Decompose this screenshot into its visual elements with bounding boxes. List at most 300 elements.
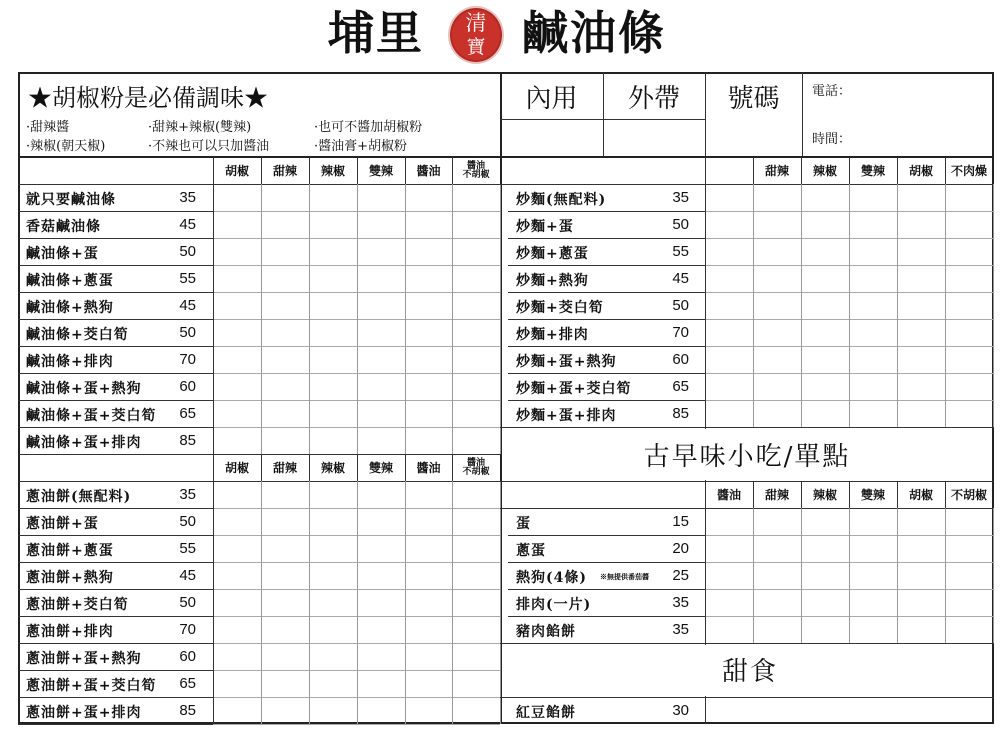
pancake-option-cell[interactable] <box>310 563 356 588</box>
noodle-option-cell[interactable] <box>850 347 896 372</box>
pancake-option-cell[interactable] <box>262 509 308 534</box>
noodle-option-cell[interactable] <box>754 185 800 210</box>
snack-option-cell[interactable] <box>802 536 848 561</box>
youtiao-item-price: 35 <box>179 189 196 206</box>
column-header-soy-no-pepper <box>452 454 500 481</box>
noodle-option-cell[interactable] <box>850 185 896 210</box>
divider <box>452 184 453 454</box>
pancake-option-cell[interactable] <box>453 590 499 615</box>
youtiao-item-price: 55 <box>179 270 196 287</box>
snack-option-cell[interactable] <box>850 563 896 588</box>
snack-option-cell[interactable] <box>802 617 848 642</box>
youtiao-option-cell[interactable] <box>358 401 404 426</box>
snack-option-cell[interactable] <box>850 536 896 561</box>
pancake-option-cell[interactable] <box>358 698 404 723</box>
noodle-option-cell[interactable] <box>802 266 848 291</box>
pancake-option-cell[interactable] <box>310 644 356 669</box>
pancake-option-cell[interactable] <box>406 536 451 561</box>
pancake-option-cell[interactable] <box>358 590 404 615</box>
youtiao-option-cell[interactable] <box>214 239 260 264</box>
youtiao-option-cell[interactable] <box>358 347 404 372</box>
snack-option-cell[interactable] <box>898 590 944 615</box>
youtiao-item-name: 鹹油條+熱狗 <box>26 300 114 316</box>
noodle-option-cell[interactable] <box>706 185 752 210</box>
pancake-option-cell[interactable] <box>214 563 260 588</box>
column-header-line: 醬油 <box>466 160 485 171</box>
time-label: 時間： <box>812 132 852 147</box>
snack-option-cell[interactable] <box>706 590 752 615</box>
youtiao-option-cell[interactable] <box>262 266 308 291</box>
column-header-chili: 辣椒 <box>320 461 345 475</box>
noodle-option-cell[interactable] <box>802 347 848 372</box>
youtiao-option-cell[interactable] <box>310 428 356 453</box>
pancake-item-price: 85 <box>179 702 196 719</box>
item-note: ※無提供番茄醬 <box>600 572 649 581</box>
shop-name-puli: 埔里 <box>328 6 424 60</box>
pancake-option-cell[interactable] <box>262 617 308 642</box>
youtiao-option-cell[interactable] <box>406 428 451 453</box>
noodle-option-cell[interactable] <box>754 266 800 291</box>
noodle-option-cell[interactable] <box>898 212 944 237</box>
pancake-option-cell[interactable] <box>406 563 451 588</box>
youtiao-option-cell[interactable] <box>453 401 499 426</box>
youtiao-option-cell[interactable] <box>358 374 404 399</box>
snack-option-cell[interactable] <box>754 536 800 561</box>
pancake-option-cell[interactable] <box>358 563 404 588</box>
pancake-option-cell[interactable] <box>214 482 260 507</box>
youtiao-option-cell[interactable] <box>406 320 451 345</box>
noodle-item-name: 炒麵+茭白筍 <box>516 300 604 316</box>
youtiao-option-cell[interactable] <box>214 347 260 372</box>
pancake-option-cell[interactable] <box>214 590 260 615</box>
time-field[interactable] <box>860 124 988 146</box>
notes-headline: ★胡椒粉是必備調味★ <box>28 84 268 112</box>
noodle-option-cell[interactable] <box>754 293 800 318</box>
youtiao-option-cell[interactable] <box>310 266 356 291</box>
divider <box>945 508 946 643</box>
youtiao-option-cell[interactable] <box>262 293 308 318</box>
order-number-label: 號碼 <box>727 83 780 114</box>
snack-item-price: 35 <box>672 594 689 611</box>
snack-option-cell[interactable] <box>706 563 752 588</box>
noodle-item-price: 50 <box>672 216 689 233</box>
pancake-option-cell[interactable] <box>262 536 308 561</box>
youtiao-option-cell[interactable] <box>406 293 451 318</box>
phone-field[interactable] <box>860 78 988 100</box>
column-header-double-chili: 雙辣 <box>860 488 885 502</box>
noodle-option-cell[interactable] <box>898 374 944 399</box>
pancake-option-cell[interactable] <box>358 482 404 507</box>
pancake-option-cell[interactable] <box>310 671 356 696</box>
pancake-option-cell[interactable] <box>358 671 404 696</box>
noodle-option-cell[interactable] <box>802 212 848 237</box>
pancake-option-cell[interactable] <box>262 671 308 696</box>
noodle-option-cell[interactable] <box>706 293 752 318</box>
youtiao-option-cell[interactable] <box>453 185 499 210</box>
youtiao-option-cell[interactable] <box>262 428 308 453</box>
noodle-option-cell[interactable] <box>850 320 896 345</box>
divider <box>18 292 213 293</box>
pancake-option-cell[interactable] <box>453 671 499 696</box>
divider <box>802 72 803 156</box>
divider <box>261 481 262 724</box>
noodle-option-cell[interactable] <box>850 293 896 318</box>
snack-option-cell[interactable] <box>850 590 896 615</box>
snack-option-cell[interactable] <box>898 563 944 588</box>
snack-option-cell[interactable] <box>754 590 800 615</box>
shop-name-youtiao: 鹹油條 <box>522 6 666 60</box>
snack-option-cell[interactable] <box>802 590 848 615</box>
youtiao-option-cell[interactable] <box>453 293 499 318</box>
snack-option-cell[interactable] <box>946 509 992 534</box>
snack-option-cell[interactable] <box>898 509 944 534</box>
snack-section-title: 古早味小吃/單點 <box>643 441 851 472</box>
noodle-option-cell[interactable] <box>898 185 944 210</box>
noodle-option-cell[interactable] <box>802 239 848 264</box>
pancake-option-cell[interactable] <box>406 644 451 669</box>
column-header-line: 不胡椒 <box>462 169 490 180</box>
snack-option-cell[interactable] <box>946 590 992 615</box>
pancake-option-cell[interactable] <box>406 617 451 642</box>
noodle-option-cell[interactable] <box>946 185 992 210</box>
divider <box>801 184 802 427</box>
divider <box>18 616 213 617</box>
pancake-option-cell[interactable] <box>262 563 308 588</box>
snack-option-cell[interactable] <box>754 509 800 534</box>
divider <box>993 184 994 427</box>
noodle-item-name: 炒麵+蔥蛋 <box>516 246 589 262</box>
noodle-option-cell[interactable] <box>850 239 896 264</box>
divider <box>508 535 705 536</box>
noodle-option-cell[interactable] <box>946 266 992 291</box>
noodle-option-cell[interactable] <box>946 320 992 345</box>
youtiao-item-name: 鹹油條+蛋+排肉 <box>26 435 142 451</box>
pancake-option-cell[interactable] <box>406 671 451 696</box>
column-header-soy-no-pepper <box>452 157 500 184</box>
youtiao-option-cell[interactable] <box>358 212 404 237</box>
noodle-option-cell[interactable] <box>754 239 800 264</box>
noodle-option-cell[interactable] <box>706 239 752 264</box>
pancake-option-cell[interactable] <box>406 590 451 615</box>
youtiao-item-price: 85 <box>179 432 196 449</box>
divider <box>405 481 406 724</box>
pancake-option-cell[interactable] <box>214 509 260 534</box>
column-header-chili: 辣椒 <box>812 164 837 178</box>
noodle-item-name: 炒麵+蛋+排肉 <box>516 408 617 424</box>
divider <box>357 481 358 724</box>
dine-in-checkbox[interactable] <box>500 120 603 156</box>
youtiao-option-cell[interactable] <box>262 374 308 399</box>
youtiao-item-price: 45 <box>179 216 196 233</box>
youtiao-option-cell[interactable] <box>310 185 356 210</box>
pancake-option-cell[interactable] <box>406 509 451 534</box>
snack-item-price: 20 <box>672 540 689 557</box>
pancake-item-name: 蔥油餅+蛋+茭白筍 <box>26 678 157 694</box>
snack-option-cell[interactable] <box>850 617 896 642</box>
noodle-option-cell[interactable] <box>898 266 944 291</box>
youtiao-item-name: 鹹油條+蛋 <box>26 246 99 262</box>
divider <box>801 508 802 643</box>
noodle-option-cell[interactable] <box>898 347 944 372</box>
snack-item-name: 蔥蛋 <box>516 543 546 559</box>
youtiao-option-cell[interactable] <box>358 428 404 453</box>
divider <box>945 184 946 427</box>
noodle-option-cell[interactable] <box>898 320 944 345</box>
youtiao-option-cell[interactable] <box>453 266 499 291</box>
noodle-option-cell[interactable] <box>946 401 992 426</box>
column-header-soy: 醬油 <box>716 488 741 502</box>
youtiao-option-cell[interactable] <box>406 266 451 291</box>
youtiao-option-cell[interactable] <box>406 374 451 399</box>
youtiao-option-cell[interactable] <box>406 347 451 372</box>
youtiao-option-cell[interactable] <box>453 239 499 264</box>
noodle-option-cell[interactable] <box>802 401 848 426</box>
pancake-option-cell[interactable] <box>310 617 356 642</box>
noodle-option-cell[interactable] <box>706 347 752 372</box>
pancake-option-cell[interactable] <box>358 536 404 561</box>
youtiao-option-cell[interactable] <box>214 428 260 453</box>
divider <box>18 373 213 374</box>
dessert-section-title: 甜食 <box>721 656 778 687</box>
noodle-option-cell[interactable] <box>802 293 848 318</box>
snack-option-cell[interactable] <box>898 536 944 561</box>
noodle-option-cell[interactable] <box>706 212 752 237</box>
pancake-option-cell[interactable] <box>310 482 356 507</box>
divider <box>18 400 213 401</box>
snack-option-cell[interactable] <box>946 536 992 561</box>
divider <box>18 697 213 698</box>
youtiao-option-cell[interactable] <box>310 239 356 264</box>
snack-option-cell[interactable] <box>706 617 752 642</box>
pancake-option-cell[interactable] <box>214 536 260 561</box>
pancake-option-cell[interactable] <box>453 644 499 669</box>
noodle-option-cell[interactable] <box>898 293 944 318</box>
divider <box>18 508 213 509</box>
pancake-option-cell[interactable] <box>406 482 451 507</box>
column-header-pepper: 胡椒 <box>908 488 933 502</box>
pancake-option-cell[interactable] <box>262 698 308 723</box>
pancake-option-cell[interactable] <box>358 617 404 642</box>
youtiao-option-cell[interactable] <box>262 212 308 237</box>
note-bullet: ·也可不醬加胡椒粉 <box>314 120 423 135</box>
noodle-item-price: 85 <box>672 405 689 422</box>
noodle-option-cell[interactable] <box>898 401 944 426</box>
noodle-option-cell[interactable] <box>802 320 848 345</box>
take-out-label: 外帶 <box>627 83 680 114</box>
snack-option-cell[interactable] <box>706 536 752 561</box>
divider <box>18 670 213 671</box>
divider <box>213 481 214 724</box>
column-header-double-chili: 雙辣 <box>860 164 885 178</box>
noodle-option-cell[interactable] <box>802 185 848 210</box>
divider <box>508 346 705 347</box>
noodle-option-cell[interactable] <box>706 401 752 426</box>
snack-item-price: 35 <box>672 621 689 638</box>
noodle-option-cell[interactable] <box>946 212 992 237</box>
noodle-item-name: 炒麵+蛋 <box>516 219 574 235</box>
divider <box>18 319 213 320</box>
note-bullet: ·辣椒(朝天椒) <box>26 139 106 154</box>
youtiao-option-cell[interactable] <box>262 347 308 372</box>
order-number-field[interactable] <box>705 120 802 156</box>
youtiao-option-cell[interactable] <box>262 185 308 210</box>
noodle-option-cell[interactable] <box>946 374 992 399</box>
youtiao-option-cell[interactable] <box>406 401 451 426</box>
noodle-option-cell[interactable] <box>706 266 752 291</box>
youtiao-item-name: 香菇鹹油條 <box>26 219 101 235</box>
youtiao-option-cell[interactable] <box>310 320 356 345</box>
youtiao-option-cell[interactable] <box>214 266 260 291</box>
youtiao-option-cell[interactable] <box>358 185 404 210</box>
pancake-option-cell[interactable] <box>262 482 308 507</box>
noodle-option-cell[interactable] <box>850 401 896 426</box>
divider <box>18 643 213 644</box>
noodle-option-cell[interactable] <box>754 320 800 345</box>
youtiao-option-cell[interactable] <box>262 320 308 345</box>
youtiao-option-cell[interactable] <box>310 347 356 372</box>
youtiao-option-cell[interactable] <box>406 185 451 210</box>
column-header-double-chili: 雙辣 <box>368 461 393 475</box>
pancake-option-cell[interactable] <box>453 563 499 588</box>
noodle-option-cell[interactable] <box>754 374 800 399</box>
divider <box>18 346 213 347</box>
divider <box>18 427 213 428</box>
column-header-pepper: 胡椒 <box>224 461 249 475</box>
youtiao-option-cell[interactable] <box>453 212 499 237</box>
youtiao-item-price: 70 <box>179 351 196 368</box>
column-header-double-chili: 雙辣 <box>368 164 393 178</box>
pancake-option-cell[interactable] <box>453 482 499 507</box>
youtiao-item-price: 60 <box>179 378 196 395</box>
seal-char-top: 清 <box>465 11 487 35</box>
snack-option-cell[interactable] <box>706 509 752 534</box>
pancake-item-name: 蔥油餅(無配料) <box>26 489 132 505</box>
youtiao-option-cell[interactable] <box>214 293 260 318</box>
pancake-option-cell[interactable] <box>310 509 356 534</box>
noodle-option-cell[interactable] <box>946 293 992 318</box>
note-bullet: ·醬油膏+胡椒粉 <box>314 139 408 154</box>
noodle-option-cell[interactable] <box>706 320 752 345</box>
snack-item-price: 25 <box>672 567 689 584</box>
divider <box>309 184 310 454</box>
pancake-option-cell[interactable] <box>310 590 356 615</box>
pancake-option-cell[interactable] <box>214 617 260 642</box>
youtiao-option-cell[interactable] <box>214 374 260 399</box>
column-header-sweet-chili: 甜辣 <box>272 164 297 178</box>
youtiao-option-cell[interactable] <box>406 239 451 264</box>
snack-option-cell[interactable] <box>946 563 992 588</box>
youtiao-option-cell[interactable] <box>214 185 260 210</box>
column-header-no-meat-sauce: 不肉燥 <box>950 164 987 178</box>
snack-option-cell[interactable] <box>898 617 944 642</box>
pancake-option-cell[interactable] <box>453 536 499 561</box>
take-out-checkbox[interactable] <box>603 120 705 156</box>
pancake-option-cell[interactable] <box>214 698 260 723</box>
youtiao-option-cell[interactable] <box>310 401 356 426</box>
snack-option-cell[interactable] <box>802 563 848 588</box>
pancake-option-cell[interactable] <box>453 617 499 642</box>
noodle-option-cell[interactable] <box>850 374 896 399</box>
divider <box>508 319 705 320</box>
youtiao-option-cell[interactable] <box>310 212 356 237</box>
dessert-option-cell[interactable] <box>706 698 992 723</box>
youtiao-option-cell[interactable] <box>453 374 499 399</box>
youtiao-option-cell[interactable] <box>310 293 356 318</box>
pancake-option-cell[interactable] <box>214 671 260 696</box>
snack-option-cell[interactable] <box>802 509 848 534</box>
divider <box>508 616 705 617</box>
divider <box>508 589 705 590</box>
noodle-option-cell[interactable] <box>754 212 800 237</box>
noodle-option-cell[interactable] <box>850 266 896 291</box>
noodle-option-cell[interactable] <box>898 239 944 264</box>
snack-option-cell[interactable] <box>850 509 896 534</box>
note-bullet: ·甜辣醬 <box>26 120 70 135</box>
pancake-option-cell[interactable] <box>262 644 308 669</box>
noodle-option-cell[interactable] <box>754 401 800 426</box>
snack-option-cell[interactable] <box>754 617 800 642</box>
noodle-option-cell[interactable] <box>802 374 848 399</box>
pancake-option-cell[interactable] <box>406 698 451 723</box>
youtiao-option-cell[interactable] <box>358 293 404 318</box>
snack-option-cell[interactable] <box>754 563 800 588</box>
pancake-option-cell[interactable] <box>453 509 499 534</box>
divider <box>18 238 213 239</box>
pancake-option-cell[interactable] <box>310 698 356 723</box>
youtiao-option-cell[interactable] <box>262 401 308 426</box>
youtiao-option-cell[interactable] <box>214 320 260 345</box>
pancake-option-cell[interactable] <box>262 590 308 615</box>
pancake-option-cell[interactable] <box>214 644 260 669</box>
noodle-option-cell[interactable] <box>754 347 800 372</box>
pancake-item-price: 55 <box>179 540 196 557</box>
youtiao-item-name: 鹹油條+蔥蛋 <box>26 273 114 289</box>
youtiao-option-cell[interactable] <box>358 266 404 291</box>
noodle-option-cell[interactable] <box>706 374 752 399</box>
youtiao-option-cell[interactable] <box>214 401 260 426</box>
youtiao-option-cell[interactable] <box>358 239 404 264</box>
snack-option-cell[interactable] <box>946 617 992 642</box>
divider <box>18 724 213 725</box>
youtiao-option-cell[interactable] <box>358 320 404 345</box>
youtiao-option-cell[interactable] <box>406 212 451 237</box>
column-header-sweet-chili: 甜辣 <box>764 164 789 178</box>
pancake-item-name: 蔥油餅+蛋 <box>26 516 99 532</box>
youtiao-option-cell[interactable] <box>453 428 499 453</box>
noodle-option-cell[interactable] <box>946 347 992 372</box>
noodle-item-price: 65 <box>672 378 689 395</box>
divider <box>993 508 994 643</box>
noodle-item-price: 60 <box>672 351 689 368</box>
pancake-option-cell[interactable] <box>453 698 499 723</box>
noodle-item-price: 55 <box>672 243 689 260</box>
noodle-option-cell[interactable] <box>946 239 992 264</box>
pancake-option-cell[interactable] <box>358 509 404 534</box>
pancake-option-cell[interactable] <box>358 644 404 669</box>
noodle-option-cell[interactable] <box>850 212 896 237</box>
youtiao-option-cell[interactable] <box>262 239 308 264</box>
youtiao-option-cell[interactable] <box>214 212 260 237</box>
noodle-item-price: 70 <box>672 324 689 341</box>
youtiao-option-cell[interactable] <box>310 374 356 399</box>
divider <box>500 481 994 482</box>
pancake-option-cell[interactable] <box>310 536 356 561</box>
column-header-line: 不胡椒 <box>462 466 490 477</box>
youtiao-option-cell[interactable] <box>453 320 499 345</box>
youtiao-option-cell[interactable] <box>453 347 499 372</box>
divider <box>897 508 898 643</box>
column-header-soy: 醬油 <box>416 461 441 475</box>
